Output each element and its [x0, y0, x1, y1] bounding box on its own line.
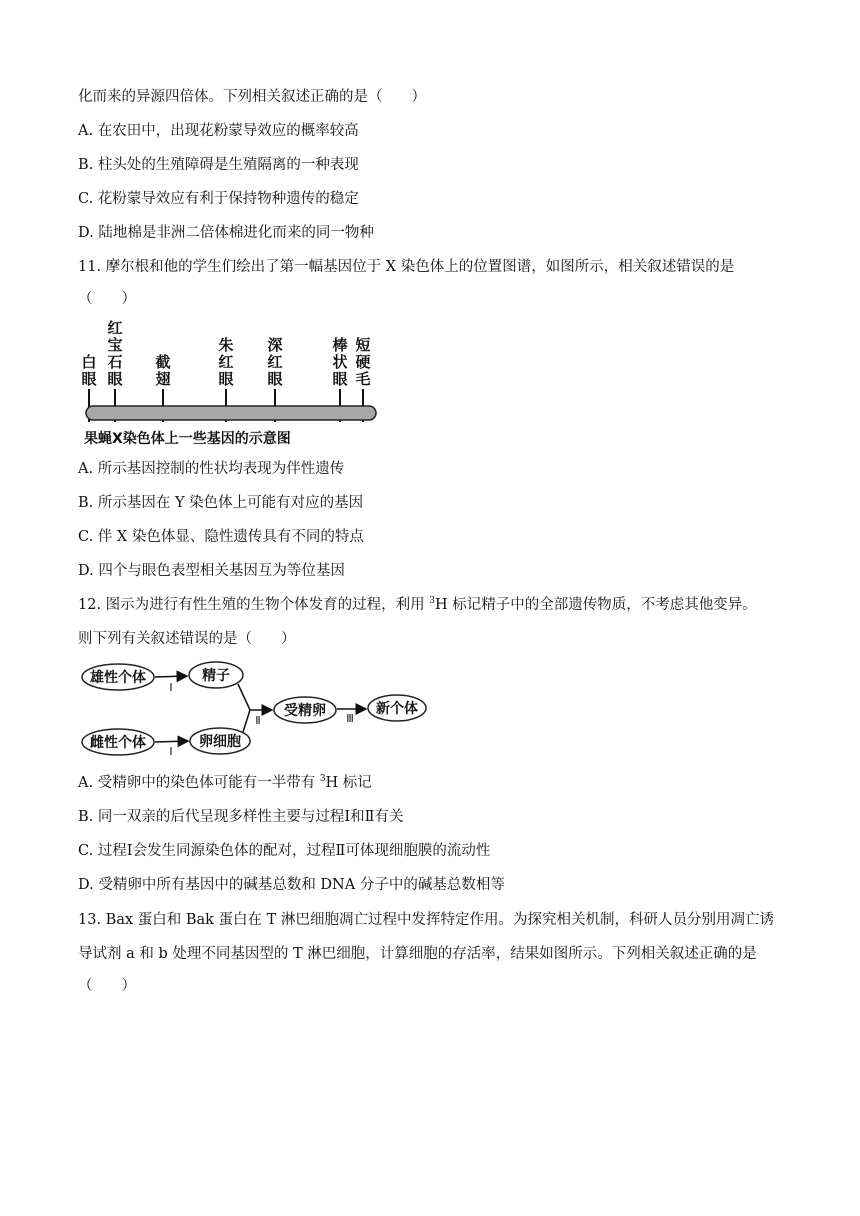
q12-option-b: B. 同一双亲的后代呈现多样性主要与过程Ⅰ和Ⅱ有关 [78, 809, 404, 825]
q13-stem: 13. Bax 蛋白和 Bak 蛋白在 T 淋巴细胞凋亡过程中发挥特定作用。为探究相关机制，科研人员分别用凋亡诱 [78, 912, 774, 928]
gene-label-char: 石 [107, 353, 123, 371]
gene-map-caption: 果蝇X染色体上一些基因的示意图 [84, 431, 291, 447]
gene-label [267, 336, 282, 388]
gene-label-char: 深 [267, 336, 283, 354]
q11-option-b: B. 所示基因在 Y 染色体上可能有对应的基因 [78, 495, 364, 511]
gene-label-char: 眼 [267, 370, 283, 388]
gene-label-char: 朱 [218, 336, 234, 354]
x-chromosome-gene-map [78, 318, 388, 452]
q11-option-d: D. 四个与眼色表型相关基因互为等位基因 [78, 563, 345, 579]
process-3-label: Ⅲ [346, 712, 354, 725]
q11-option-c: C. 伴 X 染色体显、隐性遗传具有不同的特点 [78, 529, 364, 545]
gene-label-char: 眼 [332, 370, 348, 388]
q12-option-a: A. 受精卵中的染色体可能有一半带有 $^3$H 标记 [78, 774, 372, 791]
new-individual-label: 新个体 [376, 701, 418, 717]
gene-label [218, 336, 233, 388]
gene-label [107, 319, 122, 388]
gene-label-char: 状 [332, 353, 348, 371]
gene-label-char: 白 [81, 353, 97, 371]
q13-answer-blank: （ ） [78, 978, 136, 994]
gene-label-char: 红 [267, 353, 283, 371]
sperm-label: 精子 [202, 668, 230, 684]
gene-label-char: 毛 [355, 370, 371, 388]
gene-label [355, 336, 370, 388]
gene-label-char: 硬 [355, 353, 371, 371]
gene-label [331, 336, 347, 388]
gene-label-char: 红 [218, 353, 234, 371]
gene-label-char: 棒 [332, 336, 348, 354]
gene-label-char: 宝 [107, 336, 123, 354]
q11-stem: 11. 摩尔根和他的学生们绘出了第一幅基因位于 X 染色体上的位置图谱，如图所示，相关叙述错误的是 [78, 259, 735, 275]
process-2-label: Ⅱ [255, 714, 261, 727]
chromosome-bar [86, 406, 376, 420]
q12-option-d: D. 受精卵中所有基因中的碱基总数和 DNA 分子中的碱基总数相等 [78, 877, 505, 893]
gene-label-char: 眼 [218, 370, 234, 388]
gene-label-char: 眼 [107, 370, 123, 388]
gene-label-char: 红 [107, 319, 123, 337]
gene-label-char: 短 [355, 336, 371, 354]
q10-option-a: A. 在农田中，出现花粉蒙导效应的概率较高 [78, 123, 359, 139]
q12-stem: 12. 图示为进行有性生殖的生物个体发育的过程，利用 $^3$H 标记精子中的全部遗传物质，不考虑其他变异。 [78, 596, 757, 613]
male-individual-label: 雄性个体 [90, 670, 146, 686]
gene-label [155, 353, 170, 388]
gene-label [81, 353, 96, 388]
q10-option-b: B. 柱头处的生殖障碍是生殖隔离的一种表现 [78, 157, 359, 173]
q10-option-c: C. 花粉蒙导效应有利于保持物种遗传的稳定 [78, 191, 359, 207]
reproduction-flow-diagram [78, 656, 434, 760]
gene-label-char: 截 [155, 353, 171, 371]
zygote-label: 受精卵 [284, 703, 326, 719]
q11-option-a: A. 所示基因控制的性状均表现为伴性遗传 [78, 461, 345, 477]
female-individual-label: 雌性个体 [90, 735, 146, 751]
gene-label-char: 翅 [155, 370, 171, 388]
process-1-label-top: Ⅰ [169, 681, 173, 694]
q13-stem-line2: 导试剂 a 和 b 处理不同基因型的 T 淋巴细胞，计算细胞的存活率，结果如图所示。下列相关叙述正确的是 [78, 946, 757, 962]
egg-cell-label: 卵细胞 [199, 734, 241, 750]
q12-option-c: C. 过程Ⅰ会发生同源染色体的配对，过程Ⅱ可体现细胞膜的流动性 [78, 843, 491, 859]
q12-stem-line2: 则下列有关叙述错误的是（ ） [78, 631, 296, 647]
q11-answer-blank: （ ） [78, 291, 136, 307]
q10-stem: 化而来的异源四倍体。下列相关叙述正确的是（ ） [78, 89, 426, 105]
q10-option-d: D. 陆地棉是非洲二倍体棉进化而来的同一物种 [78, 225, 374, 241]
gene-label-char: 眼 [81, 370, 97, 388]
process-1-label-bottom: Ⅰ [169, 745, 173, 758]
